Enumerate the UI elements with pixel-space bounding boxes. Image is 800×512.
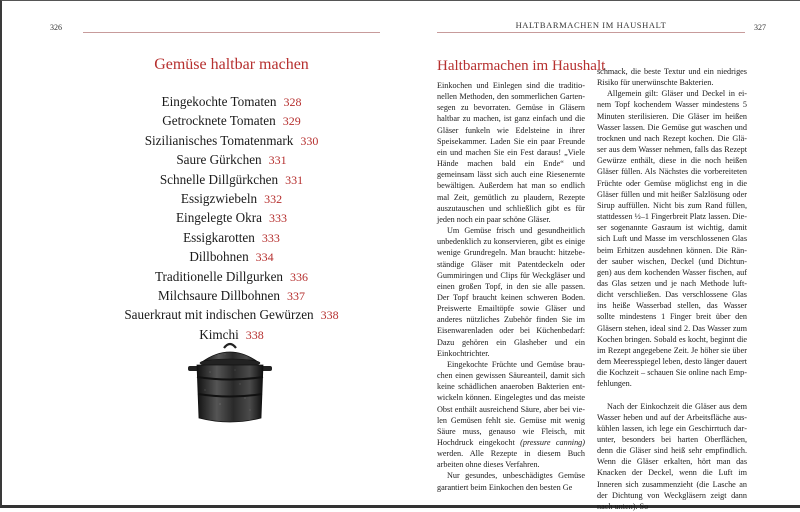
toc-item-page: 332: [264, 191, 283, 206]
page-number-right: 327: [754, 23, 766, 32]
paragraph: Um Gemüse frisch und gesundheitlich unbedenklich zu konservieren, gibt es einige wenige Grundregeln. Man braucht: hitzebeständige Gläser mit Patentdeckeln oder Gummiringen und Clips für Weckgläser und einen großen Topf, in den sie alle passen. Der Topf braucht keinen schweren Boden. Preiswerte Emailtöpfe sowie Gläser und anderes nützliches Zubehör finden Sie im Eisenwarenladen oder bei Küchenbedarf: Dazu gehören ein Glasheber und ein Einkochtrichter.: [437, 226, 585, 358]
toc-item-label: Essigkarotten: [183, 229, 255, 245]
toc-item[interactable]: [83, 286, 380, 305]
toc-item-page: 330: [300, 133, 319, 148]
paragraph: Nur gesundes, unbeschädigtes Gemüse garantiert beim Einkochen den besten Ge: [437, 471, 585, 492]
toc-item-page: 331: [268, 153, 287, 168]
toc-item-page: 328: [283, 95, 302, 109]
toc-item-label: Essigzwiebeln: [180, 190, 258, 206]
toc-item-label: Kimchi: [199, 326, 239, 342]
toc-item-label: Sizilianisches Tomatenmark: [144, 132, 294, 148]
text-run: werden. Alle Rezepte in diesem Buch arbeiten ohne dieses Verfahren.: [437, 449, 585, 470]
text-run: Eingekochte Früchte und Gemüse brauchen einen gewissen Säureanteil, damit sich keine schädlichen anaeroben Bakterien entwickeln können. Eingelegtes und das meiste Obst enthält ausreichend Säure, aber bei vielen Gemüsen fehlt sie. Gemüse mit wenig Säure muss, genauso wie Fleisch, mit Hochdruck eingekocht: [437, 359, 585, 447]
paragraph: Einkochen und Einlegen sind die traditionellen Methoden, den sommerlichen Gartensegen zu bevorraten. Gemüse in Gläsern haltbar zu machen, ist ganz einfach und die Gläser funkeln wie Edelsteine in ihrer Speisekammer. Laden Sie ein paar Freunde ein und machen Sie ein Fest daraus! „Viele Hände machen bald ein Ende“ und gemeinsam lässt sich auch eine Riesenernte bewältigen. Außerdem hat man so endlich mal Zeit, gemütlich zu plaudern, Rezepte auszutauschen und schließlich gibt es für jeden noch ein paar schöne Gläser.: [437, 81, 585, 224]
toc-item[interactable]: [83, 228, 380, 247]
toc-item-label: Traditionelle Dillgurken: [154, 268, 284, 284]
paragraph: [437, 359, 585, 471]
toc-item[interactable]: [83, 170, 380, 189]
section-title: Haltbarmachen im Haushalt: [437, 58, 606, 74]
toc-item-label: Eingekochte Tomaten: [161, 94, 277, 109]
header-rule-right: [437, 32, 745, 33]
toc-item[interactable]: [83, 111, 380, 130]
paragraph: Allgemein gilt: Gläser und Deckel in einem Topf kochendem Wasser mindestens 5 Minuten sterilisieren. Die Gläser im heißen Wasser lassen. Die Gemüse gut waschen und trocknen und nach Rezept kochen. Die Gläser aus dem Wasser nehmen, falls das Rezept Gewürze enthält, diese in die noch heißen Gläser füllen. Als Nächstes die vorbereiteten Früchte oder Gemüse möglichst eng in die Gläser füllen und mit heißer Salzlösung oder Sirup auffüllen. Nicht bis zum Rand füllen, stattdessen ½–1 Fingerbreit Platz lassen. Dieser sogenannte Gasraum ist wichtig, damit sich Luft und Masse im verschlossenen Glas beim Erhitzen ausdehnen können. Die Ränder sauber wischen, Deckel (und Dichtungen) aus dem kochenden Wasser fischen, auf das Glas setzen und je nach Methode luftdicht verschließen. Das verschlossene Glas ins heiße Wasserbad stellen, das Wasser sollte mindestens 1 Finger breit über den Gläsern stehen, ideal sind 2. Das Wasser zum Kochen bringen. Sobald es kocht, beginnt die im Rezept angegebene Zeit. Je höher sie über dem Meeresspiegel leben, desto länger dauert die Kochzeit – schauen Sie online nach Empfehlungen.: [597, 89, 747, 389]
paragraph: schmack, die beste Textur und ein niedriges Risiko für unerwünschte Bakterien.: [597, 67, 747, 88]
toc-item-label: Dillbohnen: [189, 249, 249, 265]
recipe-toc: [83, 92, 380, 344]
text-column-1: [437, 80, 585, 493]
toc-item[interactable]: [83, 150, 380, 169]
toc-item-label: Eingelegte Okra: [175, 210, 263, 226]
toc-item-label: Milchsaure Dillbohnen: [158, 287, 280, 303]
toc-item[interactable]: [83, 267, 380, 286]
toc-item-label: Getrocknete Tomaten: [162, 113, 276, 129]
text-column-2: [597, 66, 747, 512]
toc-item[interactable]: [83, 131, 380, 150]
toc-item-label: Saure Gürkchen: [176, 152, 262, 168]
toc-item-page: 338: [320, 308, 339, 323]
toc-item-page: 338: [245, 327, 264, 342]
italic-term: (pressure canning): [520, 438, 585, 447]
toc-item-page: 334: [255, 250, 274, 265]
toc-item-page: 329: [282, 114, 301, 129]
toc-item-page: 333: [269, 211, 288, 226]
canning-pot-icon: [180, 332, 280, 430]
toc-item[interactable]: [83, 208, 380, 227]
toc-item-page: 331: [285, 172, 304, 187]
toc-item-page: 336: [290, 269, 309, 284]
page-number-left: 326: [50, 23, 62, 32]
running-head: HALTBARMACHEN IM HAUSHALT: [515, 20, 667, 30]
toc-item-label: Sauerkraut mit indischen Gewürzen: [124, 307, 314, 323]
toc-item-page: 337: [286, 288, 305, 303]
toc-item-label: Schnelle Dillgürkchen: [159, 171, 279, 187]
toc-item[interactable]: [83, 189, 380, 208]
toc-title: Gemüse haltbar machen: [154, 56, 309, 73]
toc-item-page: 333: [261, 230, 280, 245]
toc-item[interactable]: [83, 305, 380, 324]
header-rule-left: [83, 32, 380, 33]
paragraph: Nach der Einkochzeit die Gläser aus dem Wasser heben und auf der Arbeitsfläche auskühlen lassen, ich lege ein Geschirrtuch darunter, besonders bei harten Oberflächen, denn die Gläser sind heiß sehr empfindlich. Wenn die Gläser erkalten, hört man das Knacken der Deckel, wenn die Luft im Inneren sich zusammenzieht (die Lasche an der Dichtung von Weckgläsern zeigt dann nach unten). So: [597, 401, 747, 511]
toc-item[interactable]: [83, 247, 380, 266]
toc-item[interactable]: [83, 92, 380, 111]
